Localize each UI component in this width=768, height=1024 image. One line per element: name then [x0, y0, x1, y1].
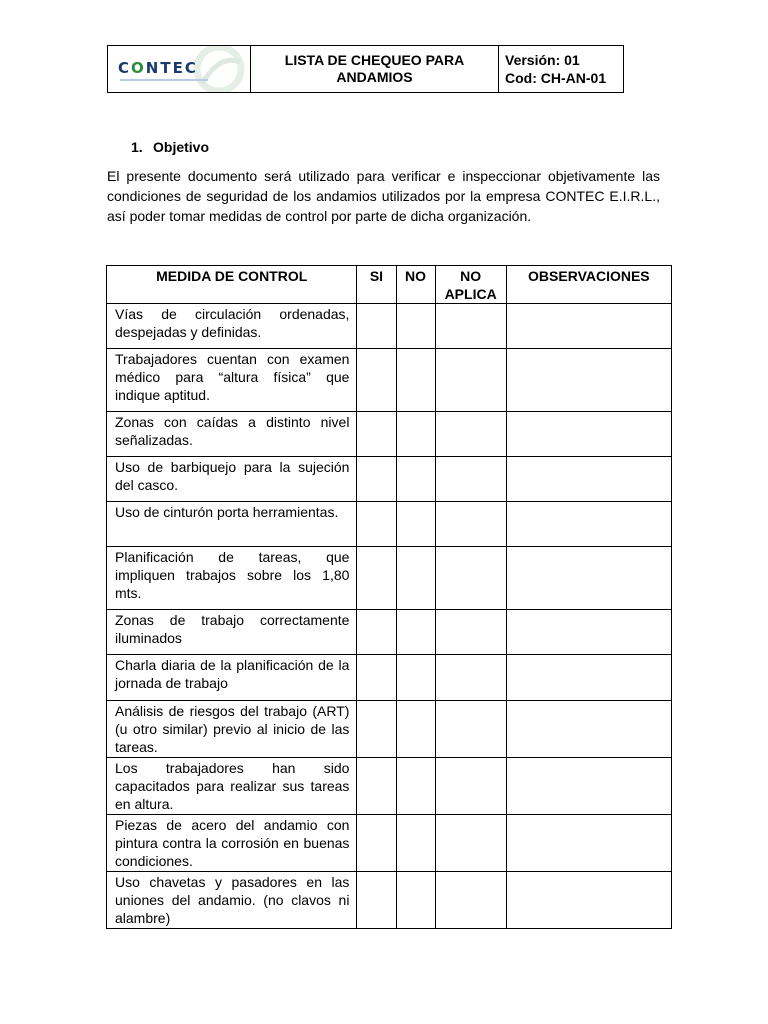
no-aplica-checkbox-cell[interactable] — [435, 412, 506, 457]
row-control-measure: Zonas de trabajo correctamente iluminados — [107, 610, 357, 655]
table-row — [107, 304, 672, 349]
table-header-row — [107, 266, 672, 304]
observaciones-cell[interactable] — [506, 547, 671, 610]
logo-wordmark: CONTEC — [118, 59, 198, 77]
no-aplica-checkbox-cell[interactable] — [435, 701, 506, 758]
observaciones-cell[interactable] — [506, 502, 671, 547]
no-aplica-checkbox-cell[interactable] — [435, 610, 506, 655]
no-aplica-checkbox-cell[interactable] — [435, 655, 506, 701]
row-control-measure: Uso de barbiquejo para la sujeción del casco. — [107, 457, 357, 502]
no-aplica-checkbox-cell[interactable] — [435, 758, 506, 815]
row-control-measure: Uso chavetas y pasadores en las uniones del andamio. (no clavos ni alambre) — [107, 872, 357, 929]
no-aplica-checkbox-cell[interactable] — [435, 815, 506, 872]
table-row — [107, 758, 672, 815]
checklist-table — [106, 265, 672, 929]
observaciones-cell[interactable] — [506, 412, 671, 457]
si-checkbox-cell[interactable] — [357, 872, 396, 929]
no-aplica-checkbox-cell[interactable] — [435, 502, 506, 547]
row-control-measure: Zonas con caídas a distinto nivel señalizadas. — [107, 412, 357, 457]
row-control-measure: Trabajadores cuentan con examen médico para “altura física” que indique aptitud. — [107, 349, 357, 412]
header-no-aplica: NO APLICA — [435, 266, 506, 304]
observaciones-cell[interactable] — [506, 610, 671, 655]
no-aplica-checkbox-cell[interactable] — [435, 872, 506, 929]
no-checkbox-cell[interactable] — [396, 758, 435, 815]
no-checkbox-cell[interactable] — [396, 547, 435, 610]
header-control-measure: MEDIDA DE CONTROL — [107, 266, 357, 304]
observaciones-cell[interactable] — [506, 701, 671, 758]
no-checkbox-cell[interactable] — [396, 304, 435, 349]
document-meta — [499, 46, 624, 93]
table-row — [107, 349, 672, 412]
no-checkbox-cell[interactable] — [396, 610, 435, 655]
si-checkbox-cell[interactable] — [357, 655, 396, 701]
no-aplica-checkbox-cell[interactable] — [435, 547, 506, 610]
no-checkbox-cell[interactable] — [396, 655, 435, 701]
section-title: Objetivo — [153, 139, 210, 155]
row-control-measure: Uso de cinturón porta herramientas. — [107, 502, 357, 547]
header-no: NO — [396, 266, 435, 304]
observaciones-cell[interactable] — [506, 457, 671, 502]
table-row — [107, 547, 672, 610]
observaciones-cell[interactable] — [506, 872, 671, 929]
si-checkbox-cell[interactable] — [357, 502, 396, 547]
si-checkbox-cell[interactable] — [357, 457, 396, 502]
objective-paragraph: El presente documento será utilizado para verificar e inspeccionar objetivamente las condiciones de seguridad de los andamios utilizados por la empresa CONTEC E.I.R.L., así poder tomar medidas de control por parte de dicha organización. — [107, 168, 660, 224]
row-control-measure: Vías de circulación ordenadas, despejadas y definidas. — [107, 304, 357, 349]
si-checkbox-cell[interactable] — [357, 547, 396, 610]
table-row — [107, 610, 672, 655]
si-checkbox-cell[interactable] — [357, 701, 396, 758]
si-checkbox-cell[interactable] — [357, 610, 396, 655]
no-aplica-checkbox-cell[interactable] — [435, 304, 506, 349]
table-row — [107, 502, 672, 547]
no-checkbox-cell[interactable] — [396, 701, 435, 758]
table-row — [107, 701, 672, 758]
observaciones-cell[interactable] — [506, 655, 671, 701]
row-control-measure: Los trabajadores han sido capacitados para realizar sus tareas en altura. — [107, 758, 357, 815]
si-checkbox-cell[interactable] — [357, 304, 396, 349]
observaciones-cell[interactable] — [506, 304, 671, 349]
row-control-measure: Piezas de acero del andamio con pintura contra la corrosión en buenas condiciones. — [107, 815, 357, 872]
observaciones-cell[interactable] — [506, 349, 671, 412]
header-si: SI — [357, 266, 396, 304]
document-title: LISTA DE CHEQUEO PARA ANDAMIOS — [251, 46, 499, 93]
observaciones-cell[interactable] — [506, 758, 671, 815]
no-checkbox-cell[interactable] — [396, 412, 435, 457]
version-label: Versión: 01 — [505, 52, 580, 68]
si-checkbox-cell[interactable] — [357, 758, 396, 815]
observaciones-cell[interactable] — [506, 815, 671, 872]
company-logo — [108, 46, 251, 93]
si-checkbox-cell[interactable] — [357, 349, 396, 412]
table-row — [107, 815, 672, 872]
table-row — [107, 457, 672, 502]
no-checkbox-cell[interactable] — [396, 815, 435, 872]
si-checkbox-cell[interactable] — [357, 815, 396, 872]
section-heading — [131, 139, 209, 155]
table-row — [107, 872, 672, 929]
no-checkbox-cell[interactable] — [396, 457, 435, 502]
row-control-measure: Charla diaria de la planificación de la jornada de trabajo — [107, 655, 357, 701]
section-number: 1. — [131, 139, 143, 155]
table-row — [107, 655, 672, 701]
table-row — [107, 412, 672, 457]
si-checkbox-cell[interactable] — [357, 412, 396, 457]
code-label: Cod: CH-AN-01 — [505, 70, 607, 86]
no-checkbox-cell[interactable] — [396, 502, 435, 547]
no-aplica-checkbox-cell[interactable] — [435, 457, 506, 502]
document-header — [107, 45, 624, 93]
row-control-measure: Análisis de riesgos del trabajo (ART) (u otro similar) previo al inicio de las tareas. — [107, 701, 357, 758]
no-aplica-checkbox-cell[interactable] — [435, 349, 506, 412]
logo-underline — [120, 79, 208, 81]
header-observaciones: OBSERVACIONES — [506, 266, 671, 304]
no-checkbox-cell[interactable] — [396, 349, 435, 412]
row-control-measure: Planificación de tareas, que impliquen trabajos sobre los 1,80 mts. — [107, 547, 357, 610]
no-checkbox-cell[interactable] — [396, 872, 435, 929]
